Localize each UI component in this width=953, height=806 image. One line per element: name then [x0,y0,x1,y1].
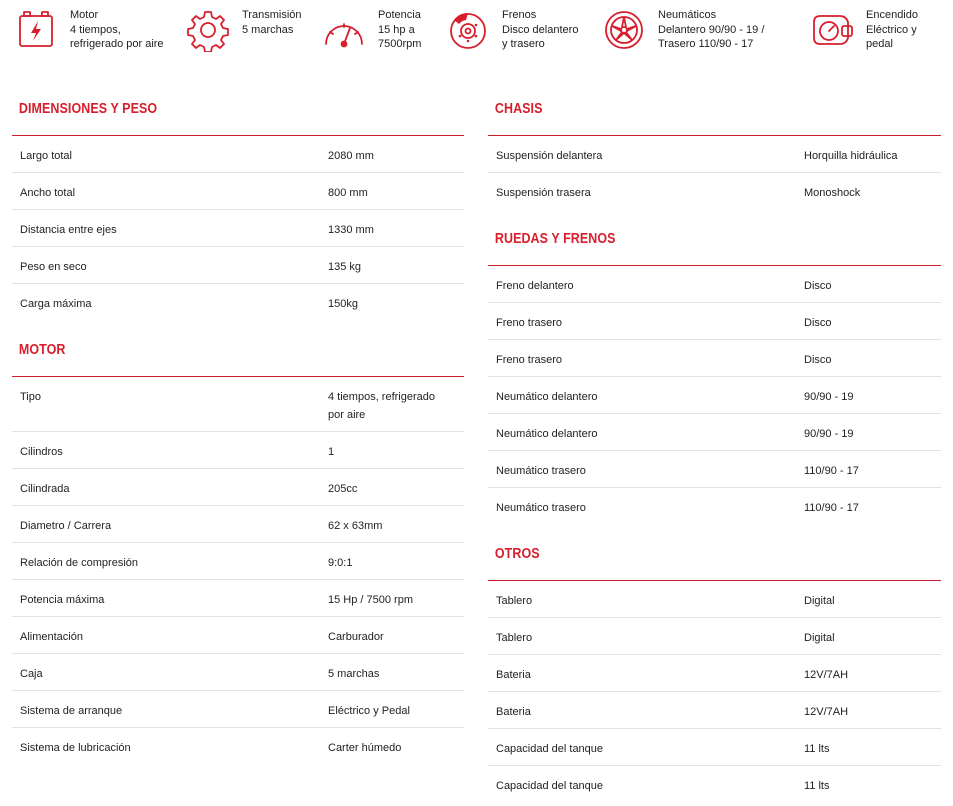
spec-value: 15 Hp / 7500 rpm [328,594,413,606]
table-row [488,303,941,340]
spec-value: Digital [804,595,835,607]
table-row [12,432,464,469]
spec-label: Sistema de arranque [20,705,123,717]
table-row [12,284,464,321]
spec-label: Suspensión trasera [496,187,591,199]
spec-value: Eléctrico y Pedal [328,705,410,717]
table-row [12,173,464,210]
spec-label: Neumático trasero [496,465,586,477]
spec-value: Disco [804,280,832,292]
spec-label: Ancho total [20,187,76,199]
section-ruedas-frenos [488,229,941,525]
table-row [488,766,941,803]
spec-label: Relación de compresión [20,557,139,569]
table-row [12,728,464,765]
table-row [12,469,464,506]
spec-label: Peso en seco [20,261,87,273]
section-motor [12,340,464,765]
feature-neumaticos [602,8,764,52]
spec-label: Cilindros [20,446,63,458]
spec-label: Diametro / Carrera [20,520,112,532]
spec-value: 135 kg [328,261,362,273]
table-row [488,266,941,303]
table-row [12,543,464,580]
feature-text: Transmisión 5 marchas [242,9,302,36]
table-row [12,210,464,247]
spec-label: Bateria [496,669,531,681]
feature-text: Encendido Eléctrico y pedal [866,9,918,50]
spec-value: 9:0:1 [328,557,353,569]
wheel-icon [602,8,646,52]
spec-label: Distancia entre ejes [20,224,117,236]
feature-text: Neumáticos Delantero 90/90 - 19 / Trasero 110/90 - 17 [658,9,765,50]
spec-label: Freno trasero [496,317,563,329]
spec-value: 1 [328,446,335,458]
spec-value: 110/90 - 17 [804,502,859,514]
section-title: MOTOR [18,342,66,358]
spec-value: Digital [804,632,835,644]
spec-value: 205cc [328,483,358,495]
table-row [488,655,941,692]
gear-icon [186,8,230,52]
spec-label: Caja [20,668,43,680]
table-row [488,136,941,173]
section-title: OTROS [494,546,540,562]
table-row [12,506,464,543]
spec-value: 110/90 - 17 [804,465,859,477]
spec-label: Cilindrada [20,483,70,495]
spec-value: 62 x 63mm [328,520,383,532]
spec-value: 4 tiempos, refrigerado por aire [328,391,435,421]
table-row [488,377,941,414]
table-row [488,488,941,525]
section-title: DIMENSIONES Y PESO [18,101,158,117]
table-row [12,377,464,432]
spec-value: 90/90 - 19 [804,428,854,440]
feature-transmision [186,8,302,52]
spec-value: 2080 mm [328,150,374,162]
section-otros [488,544,941,803]
feature-text: Motor 4 tiempos, refrigerado por aire [70,9,164,50]
table-row [12,617,464,654]
spec-label: Freno trasero [496,354,563,366]
table-row [488,340,941,377]
feature-potencia [322,8,421,52]
feature-text: Frenos Disco delantero y trasero [502,9,579,50]
spec-label: Carga máxima [20,298,92,310]
spec-value: 11 lts [804,780,830,792]
feature-strip [0,0,953,70]
spec-value: 12V/7AH [804,669,849,681]
spec-label: Bateria [496,706,531,718]
section-title: CHASIS [494,101,543,117]
spec-value: 800 mm [328,187,368,199]
section-dimensiones [12,99,464,321]
spec-label: Neumático trasero [496,502,586,514]
section-chasis [488,99,941,210]
spec-label: Tablero [496,595,533,607]
table-row [488,692,941,729]
spec-label: Suspensión delantera [496,150,603,162]
table-row [12,580,464,617]
spec-value: Disco [804,354,832,366]
battery-icon [14,8,58,52]
spec-value: 90/90 - 19 [804,391,854,403]
feature-motor [14,8,164,52]
spec-value: Carburador [328,631,384,643]
spec-label: Capacidad del tanque [496,743,604,755]
spec-label: Largo total [20,150,72,162]
table-row [488,173,941,210]
spec-label: Potencia máxima [20,594,105,606]
spec-label: Alimentación [20,631,83,643]
spec-label: Capacidad del tanque [496,780,604,792]
table-row [488,414,941,451]
spec-value: Horquilla hidráulica [804,150,898,162]
table-row [12,654,464,691]
table-row [12,247,464,284]
table-row [488,451,941,488]
spec-label: Tipo [20,391,41,403]
table-row [488,581,941,618]
spec-label: Sistema de lubricación [20,742,131,754]
spec-value: 12V/7AH [804,706,849,718]
spec-value: 11 lts [804,743,830,755]
spec-value: 5 marchas [328,668,380,680]
table-row [12,136,464,173]
spec-label: Tablero [496,632,533,644]
brake-disc-icon [446,8,490,52]
gauge-icon [322,8,366,52]
table-row [488,729,941,766]
spec-value: 1330 mm [328,224,374,236]
spec-label: Freno delantero [496,280,574,292]
feature-frenos [446,8,578,52]
spec-value: Carter húmedo [328,742,402,754]
feature-text: Potencia 15 hp a 7500rpm [378,9,422,50]
spec-label: Neumático delantero [496,428,598,440]
spec-value: Monoshock [804,187,861,199]
feature-encendido [810,8,918,52]
dashboard-icon [810,8,854,52]
table-row [12,691,464,728]
spec-label: Neumático delantero [496,391,598,403]
spec-value: Disco [804,317,832,329]
section-title: RUEDAS Y FRENOS [494,231,616,247]
table-row [488,618,941,655]
spec-value: 150kg [328,298,358,310]
